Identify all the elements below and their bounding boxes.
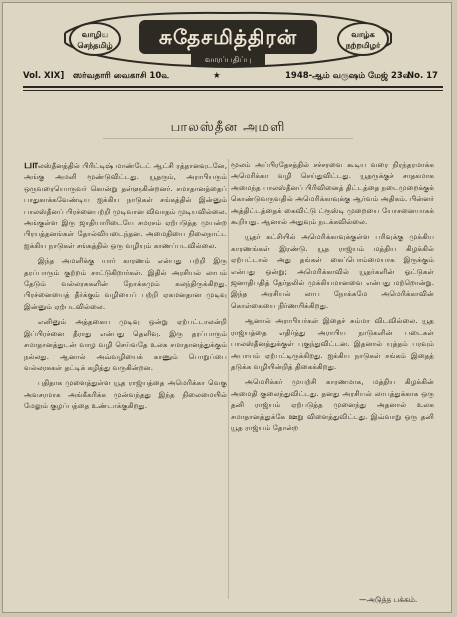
- issue-number: No. 17: [407, 71, 438, 81]
- article-paragraph: பாலஸ்தீனத்தில் பிரிட்டிஷ் மாண்டேட் ஆட்சி ரத்தானவுடனே, அங்கு அமளி மூண்டுவிட்டது. யூதரும், அராபியரும் ஒருவரையொருவர் கொன்று தள்ளுகின்றனர். சமாதானத்தைப் பாதுகாக்கவேண்டிய ஐக்கிய நாடுகள் சங்கத்தில் இன்னும் பாலஸ்தீனப் பிரச்னைபற்றி முடிவான விவாதம் முடியவில்லை. அங்குள்ள இரு ஜாதியாரிடையே சமரசம் ஏற்படுத்த முயன்ற பிரயத்தனங்கள் தோல்வியடைந்தன. அமைதியை நிலைநாட்ட ஐக்கிய நாடுகள் சங்கத்தில் ஒரு வழியும் காணப்படவில்லை.: [24, 159, 227, 250]
- article-paragraph: எனினும் அத்தகைய முடிவு ஒன்று ஏற்பட்டாலன்றி இப்பிரச்னை தீராது என்பது தெளிவு. இரு தரப்பாரும் சமாதானத்துடன் வாழ வழி செய்வதே உலக சமாதானத்துக்கும் நல்லது. ஆனால் அவ்வழியைக் காணும் பொறுப்பை வல்லரசுகள் தட்டிக் கழித்து வருகின்றன.: [24, 317, 227, 372]
- article-paragraph: யூதர் கட்சியில் அமெரிக்காவுக்குள்ள பரிவுக்கு முக்கிய காரணங்கள் இரண்டு. யூத ராஜ்யம் மத்திய கிழக்கில் ஏற்பட்டால் அது தங்கள் கைப்பொம்மையாக இருக்கும் என்பது ஒன்று; அமெரிக்காவில் யூதர்களின் ஓட்டுகள் ஜனாதிபதித் தேர்தலில் முக்கியமானவை என்பது மற்றொன்று. இந்த அரசியல் லாப நோக்கமே அமெரிக்காவின் கொள்கையை நிர்ணயிக்கிறது.: [231, 232, 434, 310]
- issue-date: 1948-ஆம் வருஷம் மேஜ் 23௳: [285, 71, 411, 81]
- article-right-column: [231, 159, 434, 599]
- rule-thick: [23, 86, 443, 88]
- article-paragraph: இந்த அமளிக்கு யார் காரணம் என்பது பற்றி இரு தரப்பாரும் குற்றம் சாட்டுகிறார்கள். இதில் அரசியல் லாபம் தேடும் வல்லரசுகளின் நோக்கமும் கலந்திருக்கிறது. பிரச்னையைத் தீர்க்கும் வழியைப் பற்றி ஏகமனதான முடிவு இன்னும் ஏற்படவில்லை.: [24, 256, 227, 311]
- issue-line: [23, 71, 443, 85]
- drop-cap: பா: [24, 159, 38, 171]
- article-paragraph: அமெரிக்கர் முயற்சி காரணமாக, மத்திய கிழக்கின் அமைதி குலைந்துவிட்டது. தனது அரசியல் லாபத்துக்காக ஒரு தனி ராஜ்யம் ஏற்படுத்த முனைந்து அதனால் உலக சமாதானத்துக்கே ஊறு விளைத்துவிட்டது. இவ்வாறு ஒரு தனி யூத ராஜ்யம் தோன்ற: [231, 377, 434, 432]
- newspaper-page: [2, 2, 452, 613]
- article-left-column: [24, 159, 227, 599]
- masthead-subtitle: வாரப்பதிப்பு: [191, 54, 265, 66]
- rule-thin: [23, 90, 443, 91]
- right-motto-emblem: [337, 22, 389, 56]
- left-motto: வாழிய செந்தமிழ்: [77, 30, 113, 50]
- headline-rule: [103, 138, 353, 139]
- volume-number: Vol. XIX]: [23, 71, 65, 81]
- star-icon: ★: [213, 71, 221, 81]
- tamil-date: ஸர்வதாரி வைகாசி 10௳: [73, 71, 169, 81]
- column-divider: [228, 159, 229, 599]
- article-paragraph: மூலம் அப்பிரதேசத்தில் சச்சரவை கூடிய வரை நிரந்தரமாக்க அமெரிக்கா வழி செய்துவிட்டது. யூதருக்குச் சாதகமாக அமைந்த பாலஸ்தீனப் பிரிவினைத் திட்டத்தை நடைமுறைக்குக் கொண்டுவருவதில் அமெரிக்காவுக்கு ஆர்வம் அதிகம். பின்னர் அத்திட்டத்தைக் கைவிட்டு ட்ரூஸ்டி முறையை யோசனையாகக் கூறியது. ஆனால் அதுவும் நடக்கவில்லை.: [231, 160, 434, 227]
- article-paragraph: ஆனால் அராபியர்கள் இதைச் சும்மா விடவில்லை. யூத ராஜ்யத்தை எதிர்த்து அராபிய நாடுகளின் படைகள் பாலஸ்தீனத்துக்குள் புகுந்துவிட்டன. இதனால் யுத்தம் பரவும் அபாயம் ஏற்பட்டிருக்கிறது. ஐக்கிய நாடுகள் சங்கம் இதைத் தடுக்க வழியின்றித் திகைக்கிறது.: [231, 316, 434, 371]
- article-headline: பாலஸ்தீன அமளி: [170, 120, 286, 135]
- masthead: [59, 9, 397, 69]
- left-motto-emblem: [69, 22, 121, 56]
- continued-note: —அடுத்த பக்கம்.: [359, 595, 418, 604]
- right-motto: வாழ்க நற்றமிழர்: [345, 30, 381, 50]
- masthead-title: சுதேசமித்திரன்: [139, 20, 317, 54]
- article-paragraph: புதிதாக முளைத்துள்ள யூத ராஜ்யத்தை அமெரிக்கா வெகு அவசரமாக அங்கீகரிக்க முன்வந்தது இந்த நிலைமையில் மேலும் குழப்பத்தை உண்டாக்குகிறது.: [24, 378, 227, 411]
